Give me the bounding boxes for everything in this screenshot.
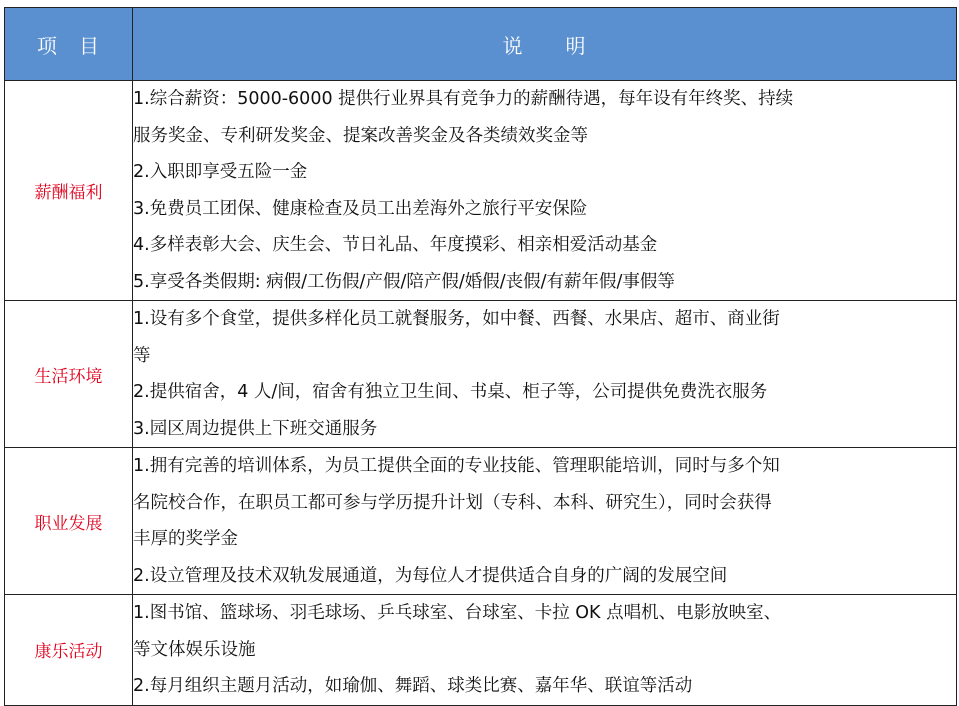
category-cell: 生活环境 [5,301,133,448]
desc-line: 等文体娱乐设施 [133,639,256,660]
desc-line: 等 [133,345,151,366]
desc-line: 2.提供宿舍，4 人/间，宿舍有独立卫生间、书桌、柜子等，公司提供免费洗衣服务 [133,382,768,402]
benefits-table [4,7,957,706]
description-cell [133,81,957,301]
desc-line: 2.入职即享受五险一金 [133,162,308,182]
description-cell [133,595,957,706]
desc-line: 名院校合作，在职员工都可参与学历提升计划（专科、本科、研究生），同时会获得 [133,492,772,513]
desc-line: 1.拥有完善的培训体系，为员工提供全面的专业技能、管理职能培训，同时与多个知 [133,456,780,476]
table-row [5,595,957,706]
description-cell [133,448,957,595]
desc-line: 1.设有多个食堂，提供多样化员工就餐服务，如中餐、西餐、水果店、超市、商业街 [133,309,780,329]
header-row [5,8,957,81]
header-desc: 说 明 [133,8,957,81]
desc-line: 3.园区周边提供上下班交通服务 [133,418,378,439]
description-cell [133,301,957,448]
table-row [5,81,957,301]
header-item: 项 目 [5,8,133,81]
desc-line: 3.免费员工团保、健康检查及员工出差海外之旅行平安保险 [133,198,588,219]
desc-line: 丰厚的奖学金 [133,529,238,549]
desc-line: 1.图书馆、篮球场、羽毛球场、乒乓球室、台球室、卡拉 OK 点唱机、电影放映室、 [133,603,782,623]
category-cell: 薪酬福利 [5,81,133,301]
desc-line: 4.多样表彰大会、庆生会、节日礼品、年度摸彩、相亲相爱活动基金 [133,235,658,255]
category-cell: 康乐活动 [5,595,133,706]
desc-line: 2.设立管理及技术双轨发展通道，为每位人才提供适合自身的广阔的发展空间 [133,565,728,586]
table-row [5,301,957,448]
desc-line: 服务奖金、专利研发奖金、提案改善奖金及各类绩效奖金等 [133,125,588,146]
table-row [5,448,957,595]
category-cell: 职业发展 [5,448,133,595]
desc-line: 2.每月组织主题月活动，如瑜伽、舞蹈、球类比赛、嘉年华、联谊等活动 [133,676,693,696]
desc-line: 1.综合薪资：5000-6000 提供行业界具有竞争力的薪酬待遇，每年设有年终奖、持续 [133,89,794,109]
desc-line: 5.享受各类假期: 病假/工伤假/产假/陪产假/婚假/丧假/有薪年假/事假等 [133,271,675,292]
